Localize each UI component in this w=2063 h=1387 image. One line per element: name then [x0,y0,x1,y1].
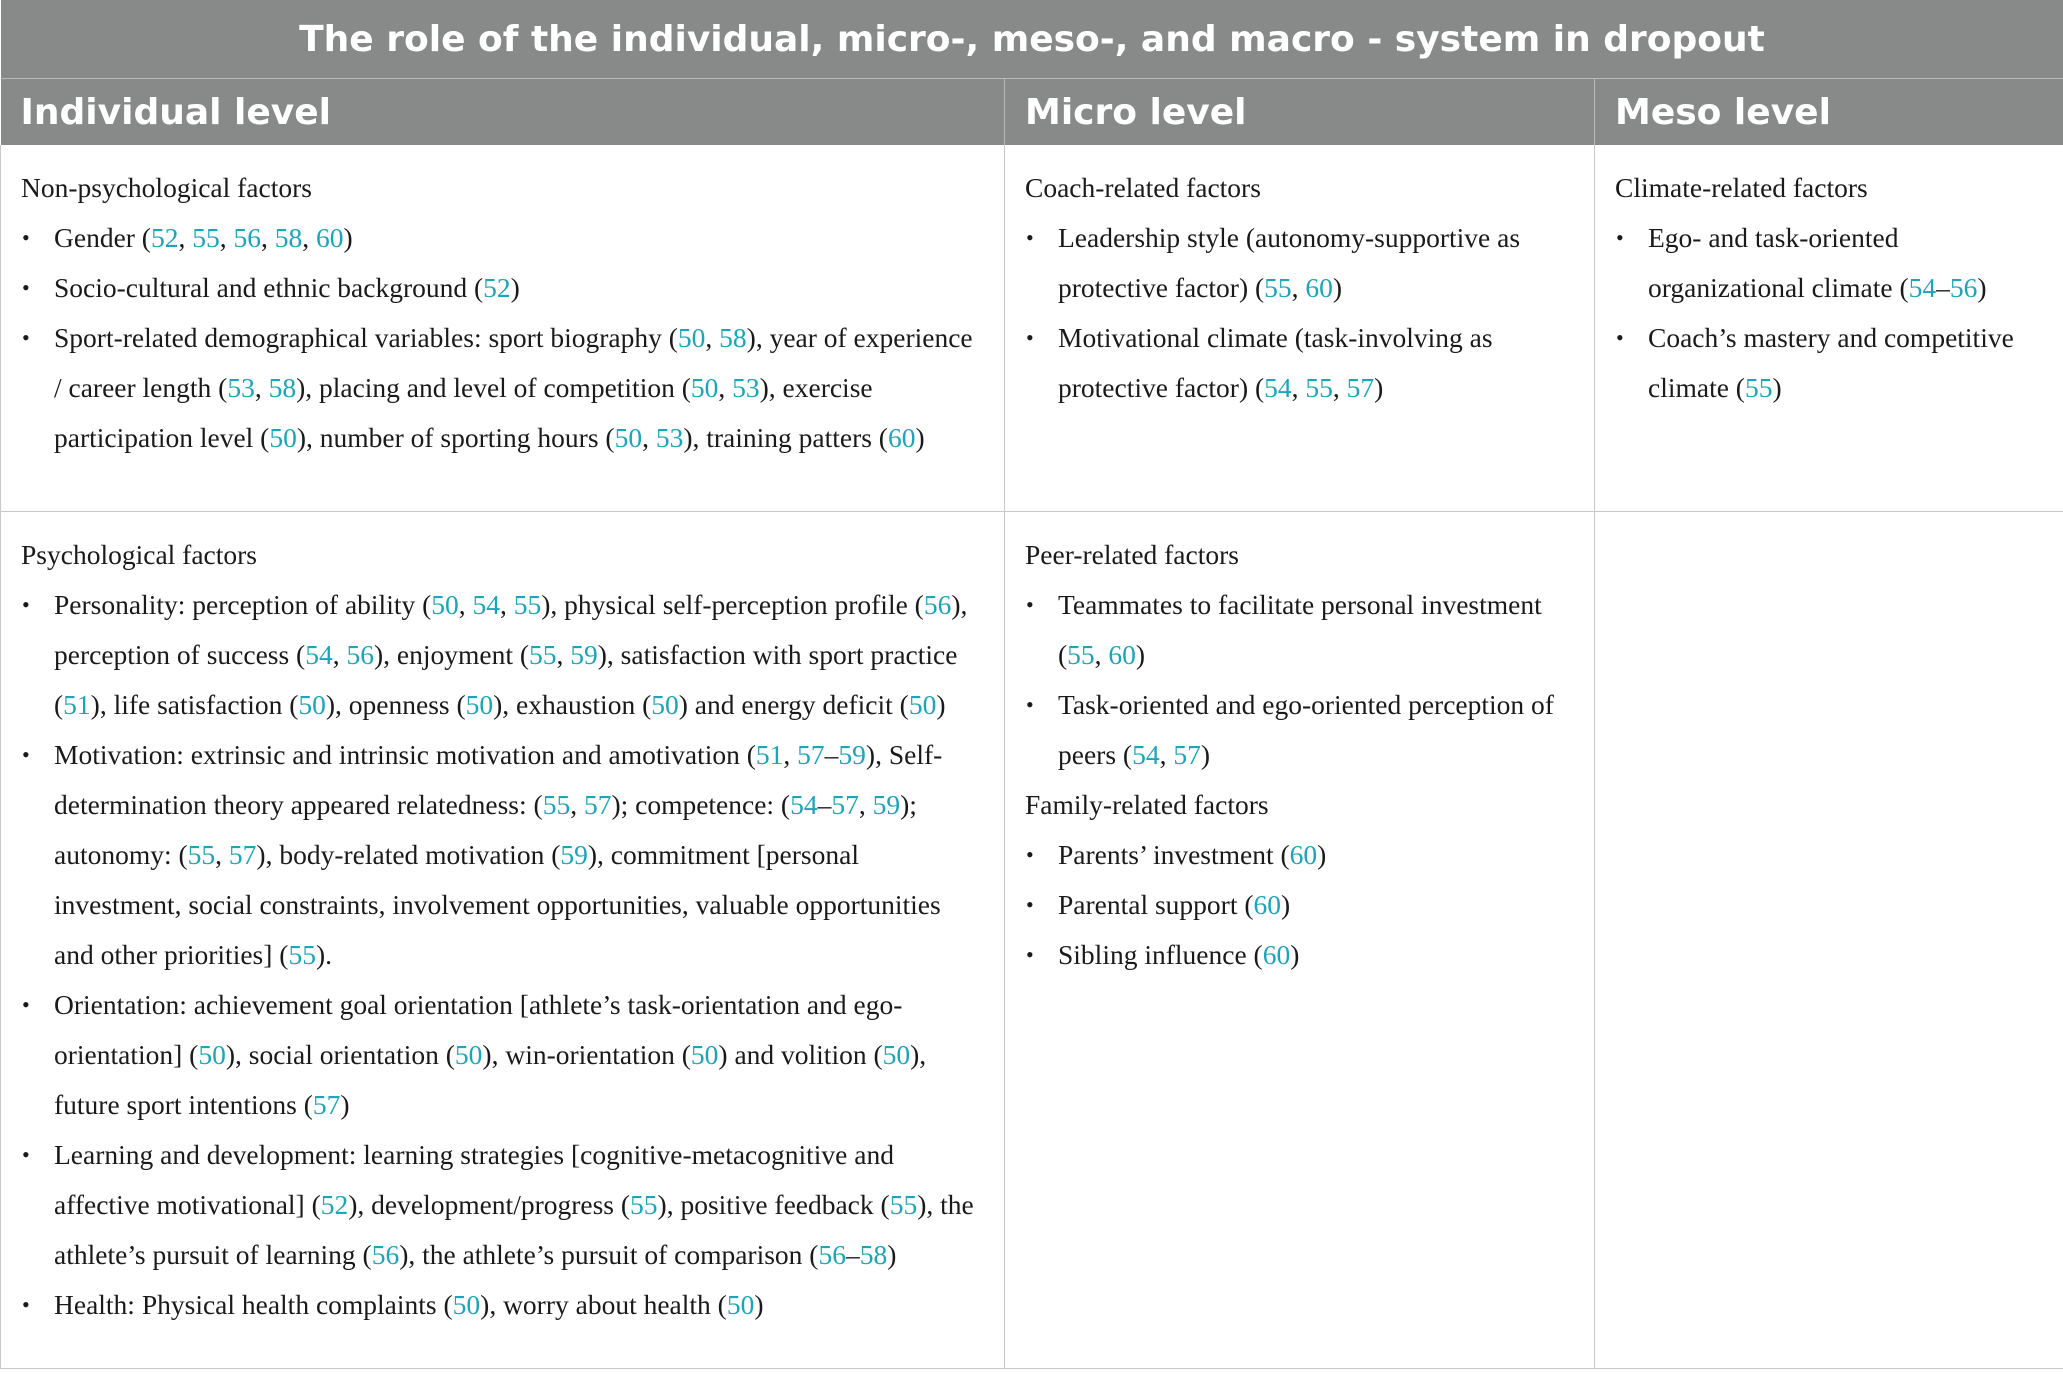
reference-link[interactable]: 53 [227,372,255,403]
item-text: ), commitment [personal investment, social constraints, involvement opportunities, valuable opportunities and other priorities] ( [54,838,941,970]
table-cell [1595,511,2063,1369]
reference-link[interactable]: 59 [560,838,588,870]
item-text: Health: Physical health complaints ( [54,1288,453,1320]
reference-link[interactable]: 58 [274,222,303,253]
item-text: , [178,222,193,253]
list-item [1025,680,1574,780]
item-text: ) [1317,838,1327,870]
item-text: ), openness ( [325,688,466,720]
item-text: ) [1977,272,1987,303]
item-text: ), social orientation ( [225,1038,455,1070]
item-text: ), positive feedback ( [657,1188,890,1220]
list-item [1025,580,1574,680]
item-text: ) [510,272,520,303]
table-cell [1,145,1005,511]
item-text: ), perception of success ( [54,588,968,670]
item-text: , [705,322,720,353]
reference-link[interactable]: 50 [298,688,326,720]
item-text: ) and energy deficit ( [678,688,909,720]
reference-link[interactable]: 50 [454,1038,483,1070]
item-text: ), life satisfaction ( [90,688,299,720]
reference-link[interactable]: 60 [315,222,344,253]
reference-link[interactable]: 60 [887,422,916,453]
list-item [21,263,984,313]
item-text: Learning and development: learning strategies [cognitive-metacognitive and affective motivational] ( [54,1138,894,1220]
item-text: , [254,372,269,403]
item-text: ), satisfaction with sport practice ( [54,638,958,720]
table-row [1,511,2063,1369]
factor-list [1025,213,1574,413]
item-text: ) [1200,738,1210,770]
reference-link[interactable]: 55 [1744,372,1773,403]
item-text: Personality: perception of ability ( [54,588,432,620]
reference-link[interactable]: 50 [269,422,297,453]
item-text: ) [887,1238,897,1270]
item-text: ), future sport intentions ( [54,1038,927,1120]
item-text: , [1291,372,1306,403]
reference-link[interactable]: 57 [1173,738,1201,770]
item-text: ) [1290,938,1300,970]
item-text: ) [915,422,925,453]
reference-link[interactable]: 56 [233,222,261,253]
item-text: ); autonomy: ( [54,788,917,870]
item-text: Sibling influence ( [1058,938,1263,970]
reference-link[interactable]: 50 [452,1288,481,1320]
list-item [21,1130,984,1280]
reference-link[interactable]: 56 [818,1238,846,1270]
table-title: The role of the individual, micro-, meso-, and macro - system in dropout [1,0,2063,79]
reference-link[interactable]: 60 [1305,272,1333,303]
item-text: , [260,222,275,253]
table-cell [1005,145,1595,511]
table-cell [1,511,1005,1369]
reference-link[interactable]: 55 [288,938,316,970]
item-text: ) [343,222,353,253]
item-text: Socio-cultural and ethnic background ( [54,272,484,303]
table-cell [1595,145,2063,511]
list-item [1615,213,2043,313]
reference-link[interactable]: 58 [719,322,747,353]
item-text: Orientation: achievement goal orientation [athlete’s task-orientation and ego-orientation] ( [54,988,903,1070]
item-text: – [845,1238,860,1270]
reference-link[interactable]: 52 [320,1188,349,1220]
factor-list [21,213,984,463]
list-item [1025,213,1574,313]
reference-link[interactable]: 60 [1253,888,1282,920]
reference-link[interactable]: 52 [150,222,179,253]
reference-link[interactable]: 53 [732,372,760,403]
item-text: , [783,738,798,770]
factor-group-title: Non-psychological factors [21,172,312,203]
reference-link[interactable]: 56 [923,588,952,620]
reference-link[interactable]: 51 [755,738,784,770]
item-text: ), the athlete’s pursuit of learning ( [54,1188,974,1270]
list-item [1615,313,2043,413]
item-text: , [219,222,234,253]
list-item [21,213,984,263]
table-cell [1005,511,1595,1369]
list-item [1025,880,1574,930]
item-text: – [824,738,839,770]
reference-link[interactable]: 55 [1264,272,1292,303]
item-text: – [817,788,832,820]
item-text: ) [1281,888,1291,920]
reference-link[interactable]: 57 [831,788,859,820]
factor-group-title: Peer-related factors [1025,538,1239,570]
item-text: Motivational climate (task-involving as protective factor) ( [1058,322,1493,403]
item-text: , [1094,638,1109,670]
reference-link[interactable]: 54 [1908,272,1937,303]
reference-link[interactable]: 55 [192,222,220,253]
item-text: Parents’ investment ( [1058,838,1290,870]
reference-link[interactable]: 56 [371,1238,400,1270]
item-text: , [718,372,733,403]
item-text: ), training patters ( [683,422,888,453]
reference-link[interactable]: 59 [872,788,901,820]
list-item [21,580,984,730]
list-item [21,980,984,1130]
item-text: Ego- and task-oriented organizational climate ( [1648,222,1909,303]
factor-group-title: Family-related factors [1025,788,1269,820]
item-text: Motivation: extrinsic and intrinsic motivation and amotivation ( [54,738,756,770]
column-header-meso: Meso level [1595,79,2063,146]
item-text: ), placing and level of competition ( [296,372,691,403]
item-text: , [1291,272,1306,303]
reference-link[interactable]: 59 [838,738,866,770]
reference-link[interactable]: 55 [630,1188,658,1220]
item-text: ) [1332,272,1343,303]
reference-link[interactable]: 57 [1346,372,1375,403]
reference-link[interactable]: 54 [790,788,818,820]
reference-link[interactable]: 58 [268,372,297,403]
reference-link[interactable]: 50 [677,322,706,353]
reference-link[interactable]: 56 [1949,272,1978,303]
column-header-individual: Individual level [1,79,1005,146]
reference-link[interactable]: 50 [465,688,494,720]
item-text: Teammates to facilitate personal investment ( [1058,588,1542,670]
item-text: Coach’s mastery and competitive climate ( [1648,322,2014,403]
item-text: ), the athlete’s pursuit of comparison ( [399,1238,819,1270]
reference-link[interactable]: 55 [529,638,557,670]
item-text: , [458,588,473,620]
item-text: ), number of sporting hours ( [296,422,615,453]
reference-link[interactable]: 50 [690,372,719,403]
reference-link[interactable]: 60 [1289,838,1318,870]
factor-list [1615,213,2043,413]
item-text: ), worry about health ( [480,1288,727,1320]
item-text: Gender ( [54,222,151,253]
factor-list [1025,830,1574,980]
list-item [21,1280,984,1330]
reference-link[interactable]: 54 [1132,738,1160,770]
column-header-micro: Micro level [1005,79,1595,146]
item-text: Parental support ( [1058,888,1254,920]
reference-link[interactable]: 55 [1305,372,1333,403]
reference-link[interactable]: 50 [882,1038,911,1070]
item-text: , [858,788,873,820]
item-text: Task-oriented and ego-oriented perception of peers ( [1058,688,1554,770]
table-row [1,145,2063,511]
reference-link[interactable]: 57 [228,838,257,870]
reference-link[interactable]: 51 [63,688,91,720]
item-text: ), body-related motivation ( [256,838,561,870]
reference-link[interactable]: 50 [651,688,679,720]
item-text: ), physical self-perception profile ( [541,588,924,620]
item-text: , [570,788,584,820]
factor-group-title: Coach-related factors [1025,172,1261,203]
reference-link[interactable]: 54 [305,638,333,670]
item-text: , [556,638,571,670]
reference-link[interactable]: 52 [483,272,511,303]
item-text: ) [1135,638,1146,670]
item-text: , [1332,372,1347,403]
reference-link[interactable]: 54 [1264,372,1292,403]
item-text: , [215,838,229,870]
reference-link[interactable]: 50 [198,1038,226,1070]
item-text: ), year of experience / career length ( [54,322,973,403]
reference-link[interactable]: 50 [908,688,937,720]
item-text: , [302,222,316,253]
reference-link[interactable]: 57 [583,788,612,820]
item-text: , [500,588,514,620]
item-text: ), enjoyment ( [373,638,530,670]
item-text: ) [340,1088,350,1120]
item-text: , [642,422,656,453]
item-text: ); competence: ( [611,788,791,820]
reference-link[interactable]: 55 [889,1188,918,1220]
item-text: , [1159,738,1174,770]
reference-link[interactable]: 57 [797,738,825,770]
reference-link[interactable]: 60 [1262,938,1291,970]
table-header-row [1,79,2063,146]
reference-link[interactable]: 56 [346,638,374,670]
reference-link[interactable]: 50 [614,422,643,453]
reference-link[interactable]: 55 [513,588,542,620]
list-item [21,730,984,980]
reference-link[interactable]: 50 [690,1038,719,1070]
item-text: ), win-orientation ( [482,1038,691,1070]
factor-group-title: Climate-related factors [1615,172,1868,203]
list-item [21,313,984,463]
factor-list [1025,580,1574,780]
list-item [1025,313,1574,413]
item-text: ), exercise participation level ( [54,372,873,453]
item-text: Leadership style (autonomy-supportive as protective factor) ( [1058,222,1521,303]
factor-list [21,580,984,1330]
item-text: ). [315,938,332,970]
item-text: ) [936,688,946,720]
factor-group-title: Psychological factors [21,538,257,570]
item-text: ), exhaustion ( [493,688,652,720]
reference-link[interactable]: 54 [472,588,501,620]
reference-link[interactable]: 55 [542,788,571,820]
reference-link[interactable]: 50 [431,588,459,620]
reference-link[interactable]: 55 [1067,638,1095,670]
item-text: – [1936,272,1950,303]
item-text: ), Self-determination theory appeared relatedness: ( [54,738,943,820]
item-text: Sport-related demographical variables: sport biography ( [54,322,678,353]
item-text: ) [1772,372,1782,403]
reference-link[interactable]: 55 [187,838,216,870]
item-text: , [332,638,347,670]
item-text: ), development/progress ( [348,1188,631,1220]
list-item [1025,830,1574,880]
reference-link[interactable]: 50 [726,1288,755,1320]
reference-link[interactable]: 58 [859,1238,888,1270]
reference-link[interactable]: 53 [655,422,684,453]
item-text: ) [754,1288,764,1320]
reference-link[interactable]: 59 [570,638,598,670]
item-text: ) and volition ( [718,1038,883,1070]
reference-link[interactable]: 60 [1108,638,1136,670]
list-item [1025,930,1574,980]
item-text: ) [1374,372,1384,403]
reference-link[interactable]: 57 [312,1088,341,1120]
